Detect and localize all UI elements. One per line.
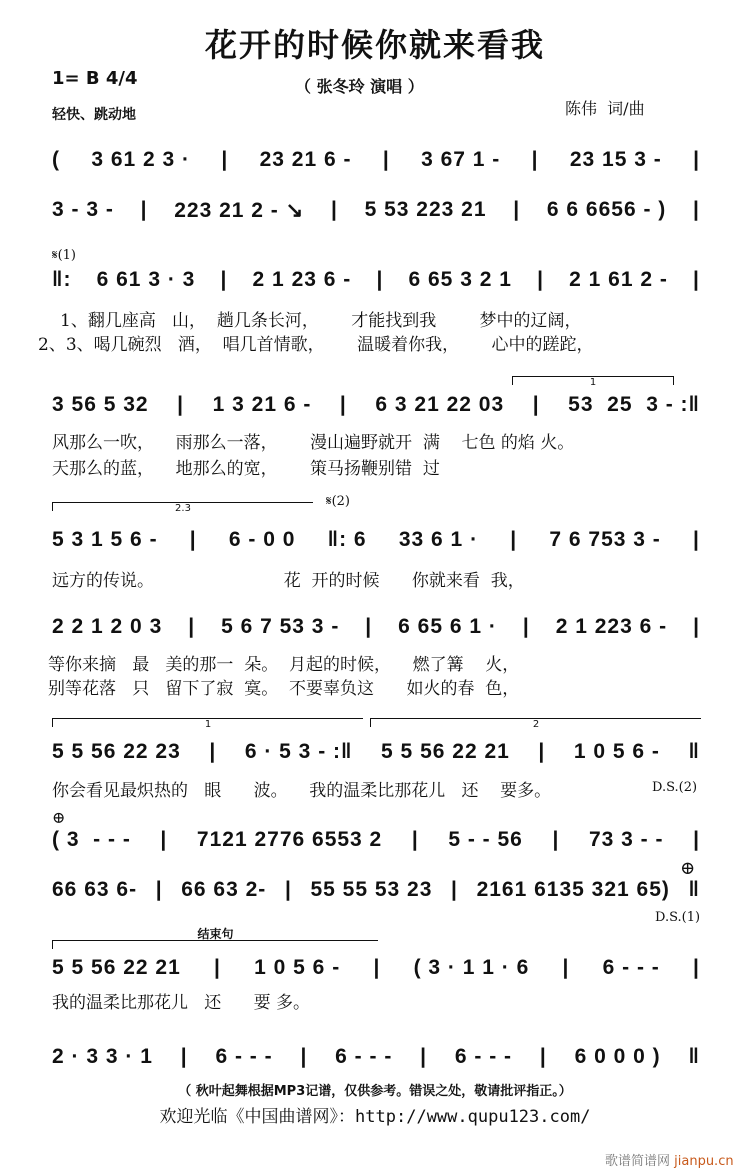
volta-1 — [52, 718, 363, 730]
notation-measure: 5 5 56 22 23 — [52, 740, 181, 763]
bar-line: | — [220, 268, 228, 291]
notation-row — [52, 1045, 700, 1069]
bar-line: | — [284, 878, 292, 901]
bar-line: | — [693, 268, 700, 291]
notation-measure: 223 21 2 - ↘ — [174, 199, 305, 222]
bar-line: | — [537, 268, 544, 291]
notation-measure: 33 6 1 · — [398, 528, 479, 551]
notation-measure: 1 3 21 6 - — [212, 393, 312, 416]
bar-line: | — [373, 956, 381, 979]
notation-measure: 6 - - - — [335, 1045, 393, 1068]
bar-line: | — [330, 198, 338, 221]
lyric-line: 远方的传说。 花 开的时候 你就来看 我， — [52, 571, 525, 591]
lyric-line: 别等花落 只 留下了寂 寞。 不要辜负这 如火的春 色， — [48, 679, 520, 699]
notation-measure: 66 63 6- — [52, 878, 138, 901]
notation-measure: ‖: — [52, 268, 72, 291]
bar-line: | — [562, 956, 570, 979]
notation-measure: 6 65 6 1 · — [398, 615, 497, 638]
bar-line: | — [693, 615, 700, 638]
composer: 陈伟 词/曲 — [565, 99, 645, 118]
notation-row — [52, 956, 700, 980]
watermark-domain: jianpu.cn — [674, 1154, 734, 1169]
bar-line: | — [180, 1045, 188, 1068]
notation-measure: 6 0 0 0 ) — [574, 1045, 661, 1068]
bar-line: | — [693, 198, 700, 221]
bar-line: | — [513, 198, 521, 221]
notation-row — [52, 615, 700, 639]
notation-measure: 6 - - - — [215, 1045, 273, 1068]
volta-label: 1 — [204, 719, 212, 730]
notation-measure: 2 · 3 3 · 1 — [52, 1045, 153, 1068]
notation-measure: 5 6 7 53 3 - — [221, 615, 340, 638]
notation-row — [52, 268, 700, 292]
notation-row — [52, 878, 700, 902]
notation-measure: 5 3 1 5 6 - — [52, 528, 158, 551]
bar-line: | — [451, 878, 458, 901]
bar-line: | — [693, 528, 700, 551]
notation-measure: 5 5 56 22 21 — [381, 740, 510, 763]
notation-measure: 1 0 5 6 - — [573, 740, 660, 763]
bar-line: | — [160, 828, 168, 851]
lyric-line: 1、翻几座高 山， 趟几条长河， 才能找到我 梦中的辽阔， — [60, 311, 582, 331]
bar-line: | — [693, 828, 700, 851]
notation-measure: 1 0 5 6 - — [254, 956, 341, 979]
notation-measure: ( 3 - - - — [52, 828, 131, 851]
notation-row — [52, 393, 700, 417]
lyric-line: 天那么的蓝， 地那么的宽， 策马扬鞭别错 过 — [52, 459, 440, 479]
lyric-line: 风那么一吹， 雨那么一落， 漫山遍野就开 满 七色 的焰 火。 — [52, 433, 575, 453]
bar-line: | — [382, 148, 390, 171]
notation-measure: ‖: 6 — [327, 528, 367, 551]
notation-measure: 5 - - 56 — [448, 828, 523, 851]
bar-line: | — [140, 198, 148, 221]
bar-line: | — [209, 740, 217, 763]
notation-measure: 2161 6135 321 65) — [476, 878, 670, 901]
bar-line: | — [693, 956, 700, 979]
segno-1-icon: 𝄋(1) — [52, 248, 77, 263]
notation-measure: 3 67 1 - — [421, 148, 501, 171]
ending-bracket — [52, 927, 378, 949]
ds-2-mark: D.S.(2) — [652, 780, 698, 795]
bar-line: | — [532, 393, 540, 416]
volta-label: 2 — [532, 719, 540, 730]
notation-measure: 6 61 3 · 3 — [96, 268, 196, 291]
segno-2-icon: 𝄋(2) — [326, 494, 351, 509]
bar-line: | — [531, 148, 539, 171]
volta-1 — [512, 376, 674, 388]
notation-row — [52, 828, 700, 852]
performer: （ 张冬玲 演唱 ） — [295, 77, 424, 96]
song-title: 花开的时候你就来看我 — [204, 26, 545, 64]
lyric-line: 我的温柔比那花儿 还 要 多。 — [52, 993, 311, 1013]
notation-measure: 73 3 - - — [588, 828, 664, 851]
ending-label: 结束句 — [197, 927, 234, 941]
notation-measure: 2 2 1 2 0 3 — [52, 615, 163, 638]
bar-line: ‖ — [688, 1045, 700, 1068]
lyric-line: 等你来摘 最 美的那一 朵。 月起的时候， 燃了篝 火， — [48, 655, 520, 675]
key-signature: 1= B 4/4 — [52, 68, 138, 89]
notation-measure: ( — [52, 148, 60, 171]
bar-line: | — [522, 615, 530, 638]
watermark-text: 歌谱简谱网 — [605, 1154, 675, 1169]
coda-icon: ⊕ — [52, 808, 66, 827]
notation-measure: 2 1 23 6 - — [252, 268, 352, 291]
transcription-note: （ 秋叶起舞根据MP3记谱，仅供参考。错误之处，敬请批评指正。） — [178, 1084, 572, 1099]
bar-line: | — [339, 393, 347, 416]
notation-measure: 3 61 2 3 · — [91, 148, 191, 171]
site-url[interactable]: 欢迎光临《中国曲谱网》：http://www.qupu123.com/ — [159, 1107, 591, 1127]
bar-line: | — [177, 393, 185, 416]
lyric-line: 你会看见最炽热的 眼 波。 我的温柔比那花儿 还 要多。 — [52, 781, 552, 801]
bar-line: | — [376, 268, 384, 291]
bar-line: | — [188, 615, 196, 638]
bar-line: | — [420, 1045, 428, 1068]
notation-measure: 66 63 2- — [181, 878, 267, 901]
bar-line: | — [189, 528, 197, 551]
notation-measure: 23 21 6 - — [259, 148, 352, 171]
notation-measure: 7 6 753 3 - — [549, 528, 661, 551]
lyric-line: 2、3、喝几碗烈 酒， 唱几首情歌， 温暖着你我， 心中的蹉跎， — [38, 335, 594, 355]
notation-measure: 6 65 3 2 1 — [408, 268, 512, 291]
notation-measure: 2 1 223 6 - — [555, 615, 668, 638]
bar-line: | — [411, 828, 419, 851]
notation-measure: 7121 2776 6553 2 — [196, 828, 383, 851]
notation-row — [52, 740, 700, 764]
bar-line: | — [539, 1045, 547, 1068]
notation-measure: 3 56 5 32 — [52, 393, 149, 416]
bar-line: ‖ — [688, 878, 700, 901]
notation-row — [52, 148, 700, 172]
notation-measure: 5 53 223 21 — [364, 198, 487, 221]
notation-measure: 3 - 3 - — [52, 198, 114, 221]
bar-line: | — [214, 956, 221, 979]
notation-measure: 6 3 21 22 03 — [375, 393, 505, 416]
volta-2-3 — [52, 502, 313, 514]
bar-line: | — [365, 615, 373, 638]
watermark — [605, 1150, 734, 1169]
notation-measure: ( 3 · 1 1 · 6 — [413, 956, 530, 979]
volta-label: 2.3 — [175, 503, 191, 514]
bar-line: | — [538, 740, 546, 763]
notation-measure: 6 - - - — [454, 1045, 513, 1068]
coda-icon: ⊕ — [680, 858, 696, 879]
volta-label: 1 — [589, 377, 597, 388]
notation-measure: 53 25 3 - :‖ — [568, 393, 700, 416]
notation-measure: 6 - - - — [602, 956, 660, 979]
bar-line: | — [693, 148, 700, 171]
notation-measure: 6 6 6656 - ) — [546, 198, 667, 221]
tempo-marking: 轻快、跳动地 — [52, 107, 136, 123]
bar-line: | — [155, 878, 163, 901]
volta-2 — [370, 718, 701, 730]
notation-measure: 2 1 61 2 - — [569, 268, 668, 291]
bar-line: | — [300, 1045, 308, 1068]
notation-measure: 6 - 0 0 — [228, 528, 296, 551]
notation-row — [52, 528, 700, 552]
notation-measure: 55 55 53 23 — [310, 878, 433, 901]
bar-line: ‖ — [688, 740, 700, 763]
notation-row — [52, 198, 700, 223]
ds-1-mark: D.S.(1) — [655, 910, 701, 925]
bar-line: | — [552, 828, 560, 851]
notation-measure: 6 · 5 3 - :‖ — [244, 740, 353, 763]
bar-line: | — [510, 528, 518, 551]
notation-measure: 23 15 3 - — [569, 148, 662, 171]
bar-line: | — [221, 148, 229, 171]
notation-measure: 5 5 56 22 21 — [52, 956, 181, 979]
